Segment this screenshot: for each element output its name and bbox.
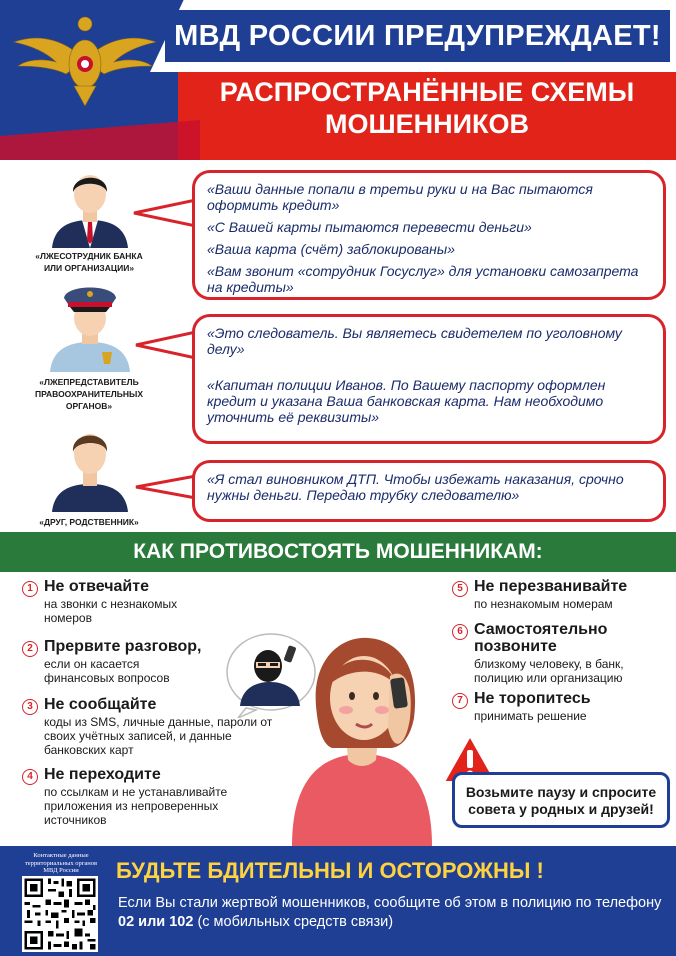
police-officer-icon <box>46 278 134 372</box>
bank-employee-icon <box>48 164 132 248</box>
speech-bubble-police <box>192 314 666 444</box>
bubble-3-tail <box>134 474 196 500</box>
police-phone-numbers: 02 или 102 <box>118 914 194 930</box>
tip-number: 2 <box>22 641 38 657</box>
tip-text: если он касается финансовых вопросов <box>44 657 170 685</box>
tip-text: принимать решение <box>474 709 587 723</box>
tip-5 <box>452 580 672 616</box>
quote: «С Вашей карты пытаются перевести деньги» <box>207 219 532 235</box>
tip-number: 3 <box>22 699 38 715</box>
tip-heading: Самостоятельно позвоните <box>474 621 608 655</box>
quote: «Капитан полиции Иванов. По Вашему паспорту оформлен кредит и указана Ваша банковская карта. Нам необходимо уточнить её реквизиты» <box>207 377 606 425</box>
page-title: МВД РОССИИ ПРЕДУПРЕЖДАЕТ! <box>165 10 670 62</box>
quote: «Я стал виновником ДТП. Чтобы избежать наказания, срочно нужны деньги. Передаю трубку следователю» <box>207 471 624 503</box>
warning-box <box>452 772 670 828</box>
tip-2 <box>22 640 232 690</box>
tip-text: по ссылкам и не устанавливайте приложения из непроверенных источников <box>44 785 228 827</box>
tip-text: на звонки с незнакомых номеров <box>44 597 178 625</box>
tip-number: 4 <box>22 769 38 785</box>
tip-number: 1 <box>22 581 38 597</box>
tip-text: по незнакомым номерам <box>474 597 613 611</box>
footer-text: Если Вы стали жертвой мошенников, сообщите об этом в полицию по телефону 02 или 102 (с мобильных средств связи) <box>118 895 662 930</box>
tip-4 <box>22 768 272 828</box>
tip-heading: Не перезванивайте <box>474 578 628 595</box>
bank-employee-label: «ЛЖЕСОТРУДНИК БАНКА ИЛИ ОРГАНИЗАЦИИ» <box>35 251 143 273</box>
footer-title: БУДЬТЕ БДИТЕЛЬНЫ И ОСТОРОЖНЫ ! <box>116 858 544 883</box>
quote: «Вам звонит «сотрудник Госуслуг» для установки самозапрета на кредиты» <box>207 263 639 295</box>
tip-heading: Прервите разговор, <box>44 638 202 655</box>
speech-bubble-bank <box>192 170 666 300</box>
tip-heading: Не переходите <box>44 766 161 783</box>
tip-text: близкому человеку, в банк, полицию или организацию <box>474 657 624 685</box>
tip-number: 5 <box>452 581 468 597</box>
police-impostor-label: «ЛЖЕПРЕДСТАВИТЕЛЬ ПРАВООХРАНИТЕЛЬНЫХ ОРГАНОВ» <box>34 377 144 411</box>
warning-text: Возьмите паузу и спросите совета у родных и друзей! <box>465 784 657 817</box>
subtitle-line-2: МОШЕННИКОВ <box>324 109 530 139</box>
qr-caption: Контактные данные территориальных органов МВД России <box>24 852 98 874</box>
tip-1 <box>22 580 232 630</box>
tip-heading: Не торопитесь <box>474 690 591 707</box>
resist-title: КАК ПРОТИВОСТОЯТЬ МОШЕННИКАМ: <box>133 540 543 563</box>
woman-on-phone-illustration <box>272 628 452 846</box>
page-subtitle <box>178 76 676 140</box>
mvd-emblem-icon <box>12 12 158 108</box>
quote: «Ваша карта (счёт) заблокированы» <box>207 241 455 257</box>
bubble-1-tail <box>132 198 196 228</box>
bubble-2-tail <box>134 330 196 360</box>
tip-heading: Не сообщайте <box>44 696 157 713</box>
tip-7 <box>452 692 672 726</box>
friend-relative-icon <box>48 422 132 512</box>
tip-number: 7 <box>452 693 468 709</box>
qr-code-icon[interactable] <box>22 876 98 952</box>
tip-heading: Не отвечайте <box>44 578 149 595</box>
tip-number: 6 <box>452 624 468 640</box>
tip-6 <box>452 623 672 685</box>
speech-bubble-friend <box>192 460 666 522</box>
friend-relative-label: «ДРУГ, РОДСТВЕННИК» <box>39 517 139 527</box>
quote: «Ваши данные попали в третьи руки и на Вас пытаются оформить кредит» <box>207 181 593 213</box>
subtitle-line-1: РАСПРОСТРАНЁННЫЕ СХЕМЫ <box>219 77 635 107</box>
quote: «Это следователь. Вы являетесь свидетелем по уголовному делу» <box>207 325 622 357</box>
tip-text: коды из SMS, личные данные, пароли от своих учётных записей, и данные банковских карт <box>44 715 273 757</box>
